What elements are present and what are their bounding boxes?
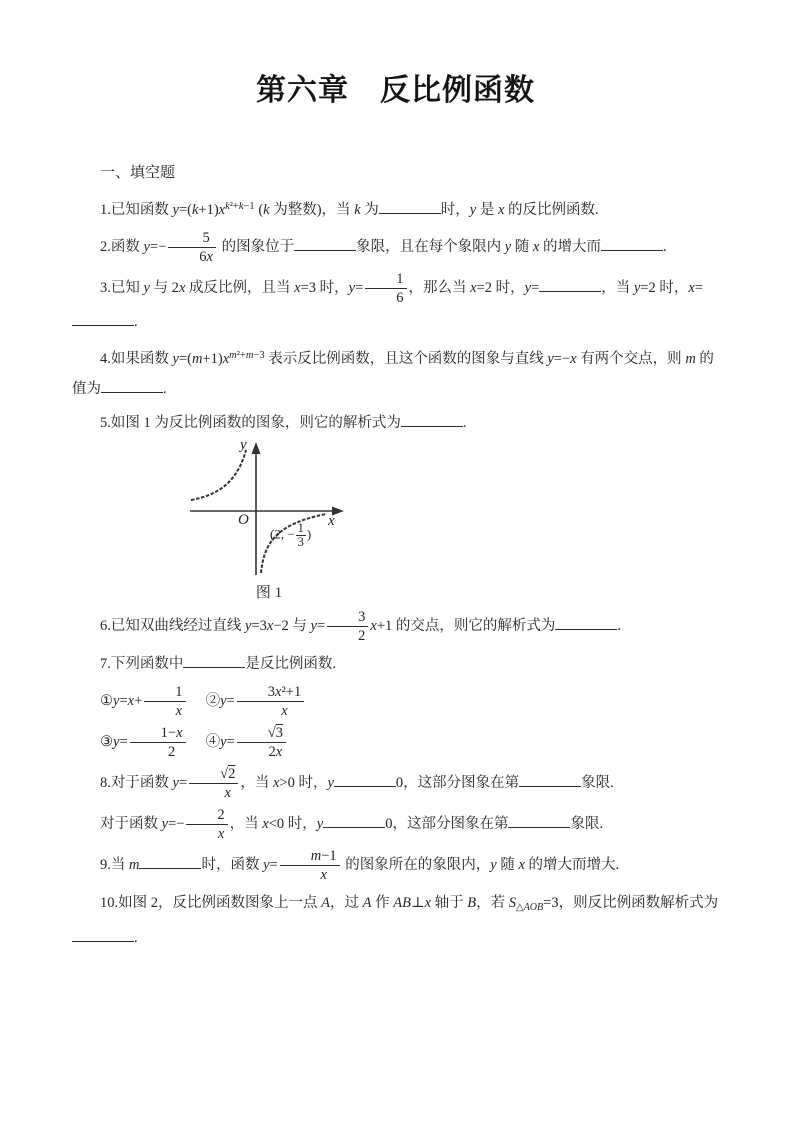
fraction [144, 683, 185, 720]
fraction [237, 683, 304, 720]
exponent: k²+k−1 [225, 201, 255, 212]
question-6: 6.已知双曲线经过直线 y=3x−2 与 y= $\frac{3}{2}$ x+1 的交点，则它的解析式为 . [100, 609, 621, 644]
fill-blank [519, 771, 581, 787]
fraction-numerator: 1−x [130, 724, 186, 743]
point-label [270, 522, 311, 549]
point-label-pre: (2, − [270, 526, 295, 542]
question-8-part2: 对于函数 y=− $\frac{2}{x}$ ，当 x<0 时，y 0，这部分图象在第 象限. [100, 807, 604, 842]
page-title: 第六章 反比例函数 [256, 74, 535, 107]
y-axis-label: y [240, 437, 247, 453]
fill-blank [183, 652, 245, 668]
fill-blank [379, 198, 441, 214]
question-8: 8.对于函数 y= $\frac{√2}{x}$ ，当 x>0 时，y 0，这部分图象在第 象限. [100, 766, 614, 801]
question-4: 4.如果函数 $y=(m+1)x^{m^2+m-3}$ 表示反比例函数，且这个函数的图象与直线 y=−x 有两个交点，则 m 的值为 . [72, 350, 714, 397]
y-axis-arrow-icon [252, 442, 261, 454]
fraction [365, 270, 406, 307]
origin-label: O [238, 512, 249, 528]
section-heading: 一、填空题 [100, 165, 176, 181]
fraction-numerator: 5 [168, 229, 216, 248]
fraction-denominator: x [175, 703, 183, 719]
fraction-numerator: 1 [144, 683, 185, 702]
fraction-denominator: 2 [167, 744, 176, 760]
x-axis-label: x [328, 513, 335, 529]
fraction [327, 608, 368, 645]
fraction-denominator: x [281, 703, 288, 719]
fill-blank [72, 310, 134, 326]
fill-blank [72, 926, 134, 942]
fill-blank [555, 614, 617, 630]
exponent: m²+m−3 [229, 350, 265, 361]
fraction-denominator: x [320, 867, 327, 883]
fill-blank [139, 853, 201, 869]
fill-blank [294, 235, 356, 251]
figure-1-graph [184, 442, 354, 582]
question-list-2 [72, 608, 719, 953]
worksheet-content [0, 70, 793, 953]
fraction-numerator: 2 [186, 806, 227, 825]
fraction-numerator: m−1 [280, 847, 340, 866]
fill-blank [539, 276, 601, 292]
question-10: 10.如图 2，反比例函数图象上一点 A，过 A 作 AB⊥x 轴于 B，若 $S_{\triangle AOB}=3$，则反比例函数解析式为. [72, 888, 719, 953]
fraction [186, 806, 227, 843]
fraction-denominator: 6 [396, 290, 404, 306]
fraction [130, 724, 186, 761]
fraction-numerator: 1 [365, 270, 406, 289]
question-7: 7.下列函数中 是反比例函数. [72, 649, 719, 679]
question-7-options-1: ①y=x+ $\frac{1}{x}$ ②y= $\frac{\text{3x²+1}}{x}$ [72, 683, 719, 720]
hyperbola-branch-quadrant2 [191, 450, 246, 500]
fill-blank [334, 771, 396, 787]
point-label-post: ) [306, 526, 312, 542]
fraction-numerator: 3 [327, 608, 368, 627]
point-label-fraction [296, 522, 306, 549]
fraction [280, 847, 340, 884]
fraction [237, 724, 286, 761]
figure-1 [184, 437, 354, 604]
fraction-denominator: 2x [268, 744, 283, 760]
question-list-1 [72, 192, 719, 438]
fraction-denominator: x [217, 826, 225, 842]
fraction-numerator: 3x²+1 [237, 683, 304, 702]
question-3: 3.已知 y 与 2x 成反比例，且当 x=3 时，y= $\frac{1}{6}$ ，那么当 x=2 时，y= ，当 y=2 时，x=. [72, 270, 719, 337]
fill-blank [401, 411, 463, 427]
question-5: 5.如图 1 为反比例函数的图象，则它的解析式为 . [72, 408, 719, 438]
fill-blank [101, 377, 163, 393]
fraction-denominator: 2 [358, 628, 366, 644]
question-1: 1.已知函数 $y=(k+1)x^{k^2+k-1}$ (k 为整数)，当 k 为 时，y 是 x 的反比例函数. [72, 192, 719, 225]
fraction [168, 229, 216, 266]
fraction-denominator: 3 [297, 535, 304, 549]
fraction [189, 765, 238, 802]
question-7-options-2: ③y= $\frac{1-x}{2}$ ④y= $\frac{√3}{2x}$ [72, 724, 719, 761]
fraction-numerator: 1 [297, 521, 304, 535]
figure-1-caption: 图 1 [255, 585, 283, 601]
fraction-numerator: √3 [237, 724, 286, 743]
fraction-numerator: √2 [189, 765, 238, 784]
question-2: 2.函数 y=− $\frac{5}{6x}$ 的图象位于 象限，且在每个象限内 y 随 x 的增大而 . [100, 230, 667, 265]
fill-blank [601, 235, 663, 251]
fraction-denominator: x [224, 785, 231, 801]
fill-blank [508, 812, 570, 828]
question-9: 9.当 m 时，函数 y= $\frac{m-1}{x}$ 的图象所在的象限内，y 随 x 的增大而增大. [100, 848, 620, 883]
fraction-denominator: 6x [199, 249, 213, 265]
subscript: △AOB [516, 902, 544, 913]
fill-blank [323, 812, 385, 828]
